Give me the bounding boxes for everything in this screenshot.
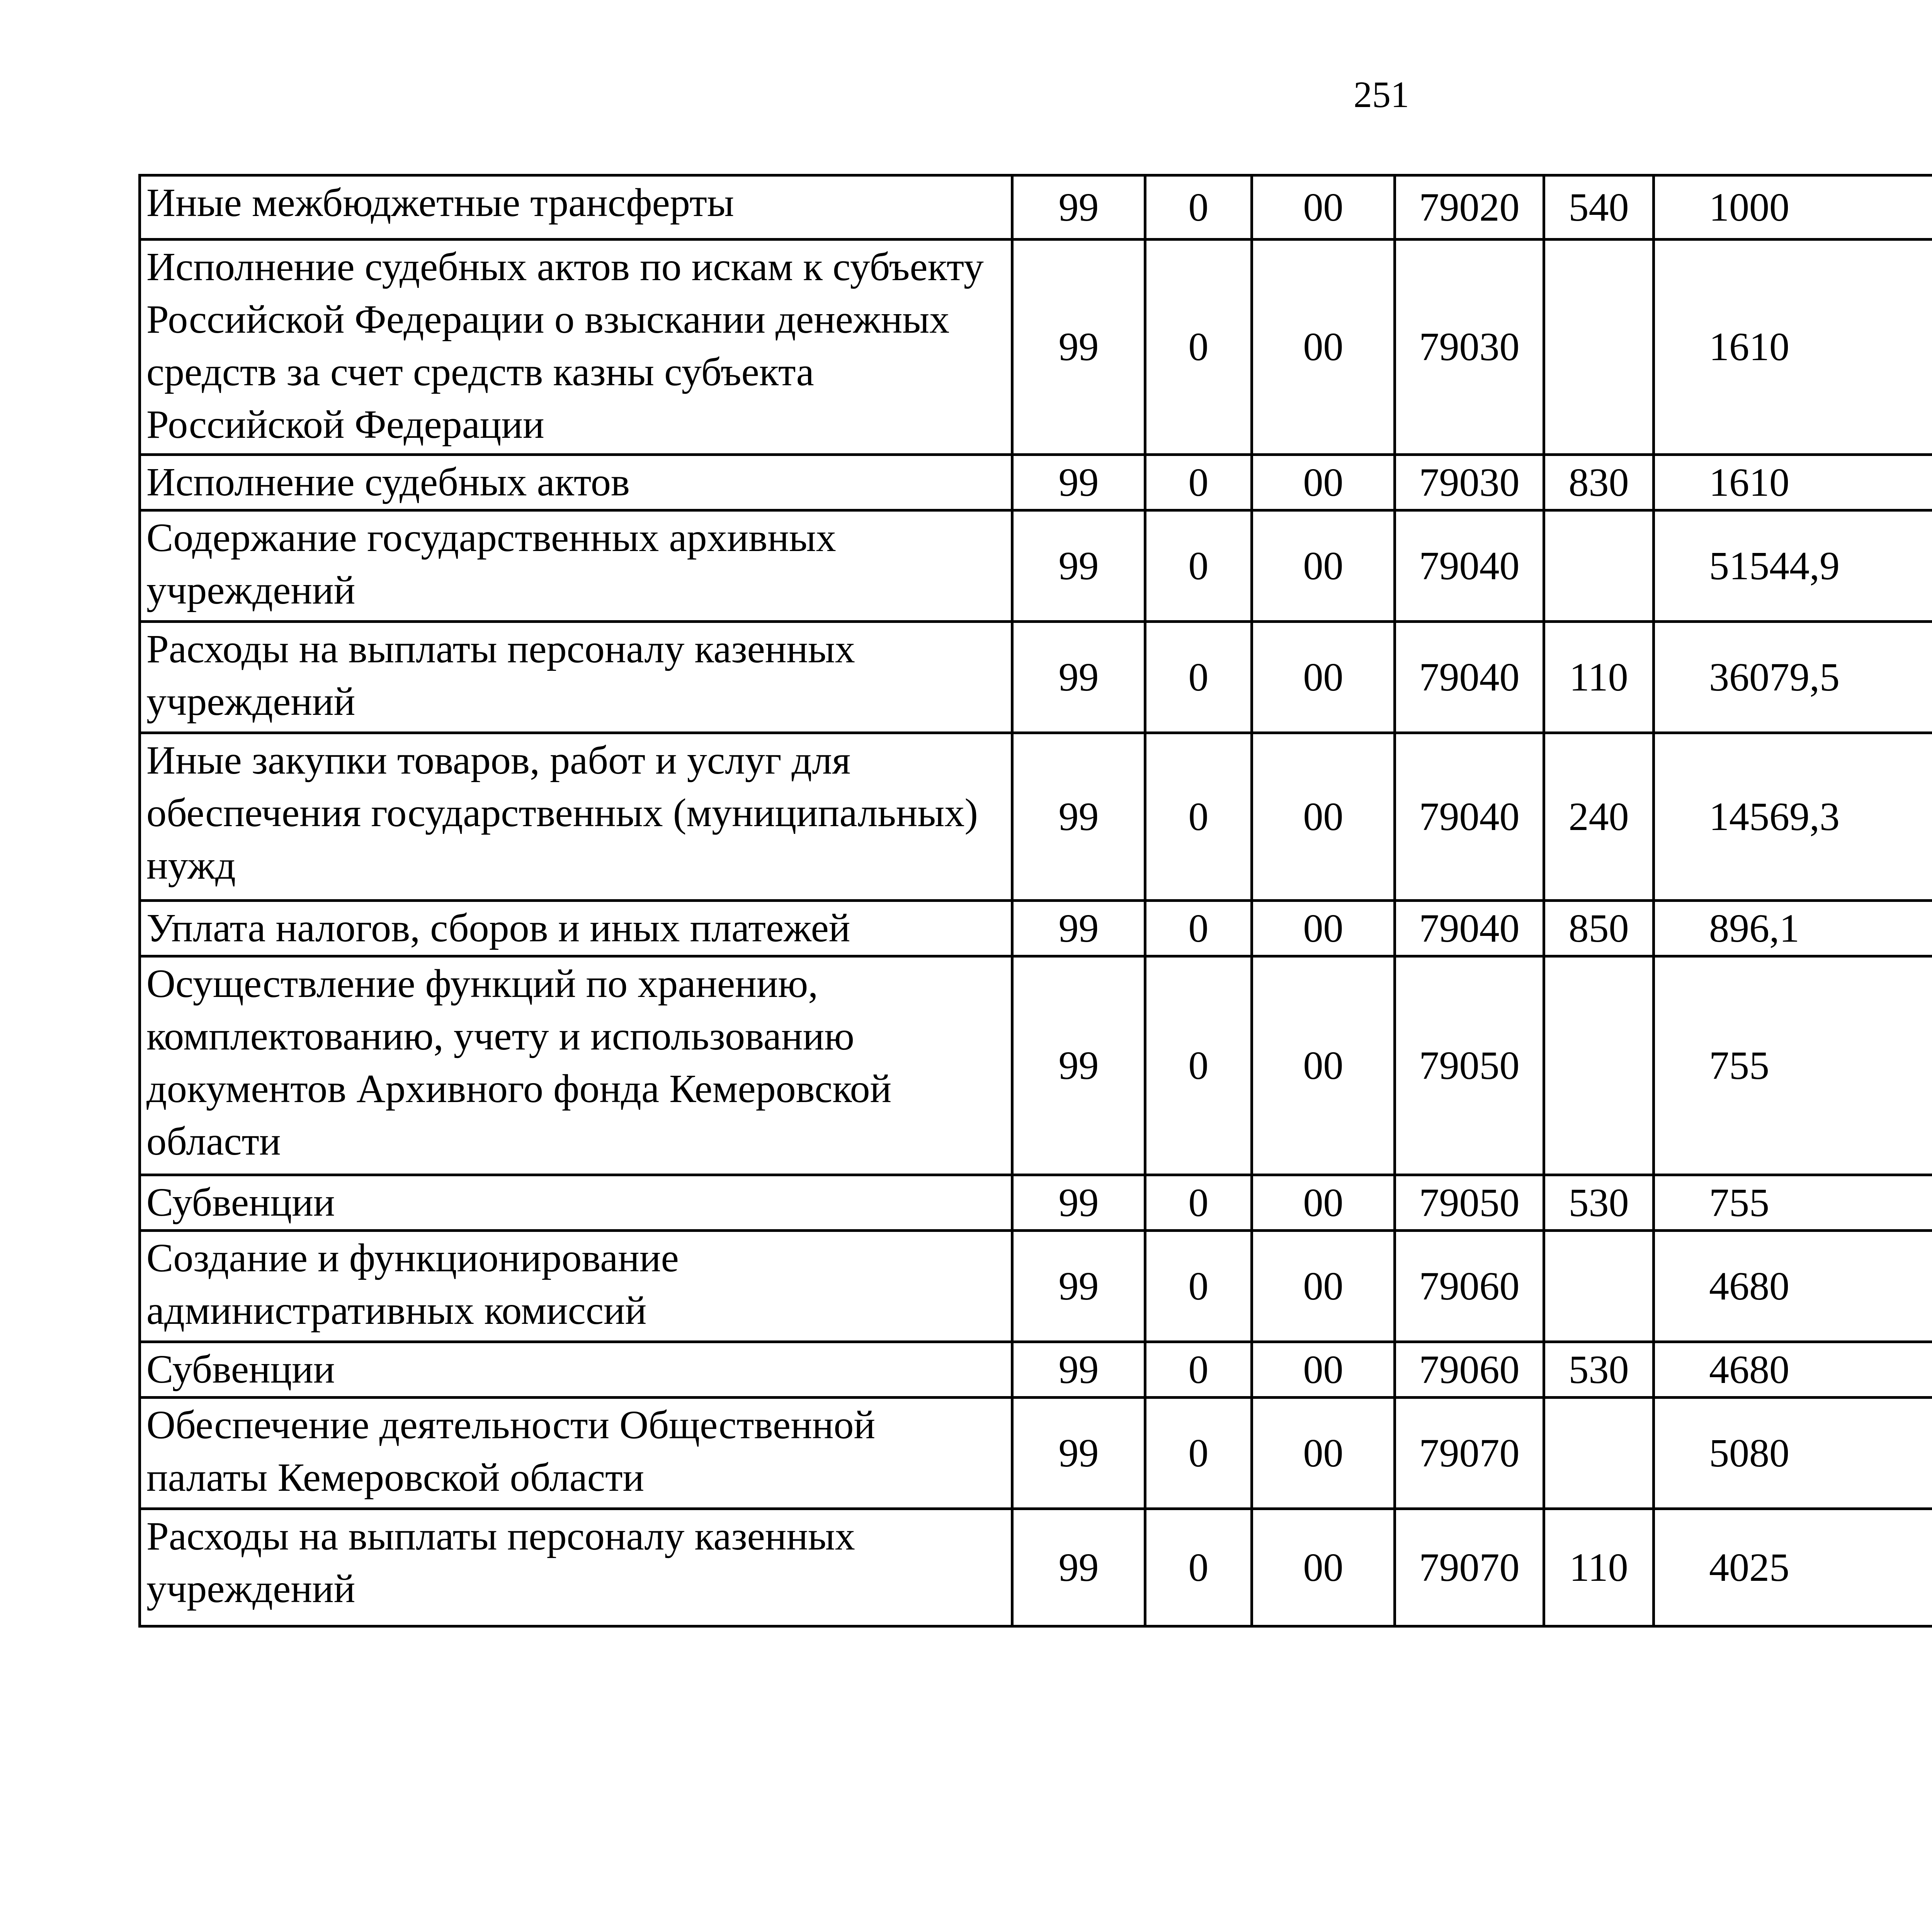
cell-direction: 79070 <box>1395 1509 1544 1626</box>
cell-main-event: 00 <box>1252 1342 1395 1398</box>
cell-program: 99 <box>1012 455 1145 510</box>
cell-direction: 79040 <box>1395 510 1544 622</box>
table-row <box>140 1231 1932 1342</box>
cell-program: 99 <box>1012 175 1145 240</box>
table-row <box>140 1509 1932 1626</box>
cell-subprogram: 0 <box>1145 1342 1252 1398</box>
cell-expense-type: 850 <box>1544 901 1654 956</box>
cell-name: Осуществление функций по хранению, комплектованию, учету и использованию документов Архивного фонда Кемеровской области <box>140 956 1012 1175</box>
cell-amount-1: 896,1 <box>1654 901 1932 956</box>
table-row <box>140 1398 1932 1509</box>
cell-subprogram: 0 <box>1145 901 1252 956</box>
cell-expense-type: 530 <box>1544 1342 1654 1398</box>
table-row <box>140 510 1932 622</box>
cell-subprogram: 0 <box>1145 510 1252 622</box>
table-body <box>140 175 1932 1626</box>
cell-subprogram: 0 <box>1145 1175 1252 1231</box>
cell-amount-1: 4680 <box>1654 1342 1932 1398</box>
cell-amount-1: 14569,3 <box>1654 733 1932 901</box>
cell-expense-type: 540 <box>1544 175 1654 240</box>
cell-program: 99 <box>1012 1342 1145 1398</box>
cell-main-event: 00 <box>1252 510 1395 622</box>
cell-amount-1: 4680 <box>1654 1231 1932 1342</box>
cell-program: 99 <box>1012 510 1145 622</box>
cell-program: 99 <box>1012 1509 1145 1626</box>
cell-main-event: 00 <box>1252 1175 1395 1231</box>
cell-name: Обеспечение деятельности Общественной палаты Кемеровской области <box>140 1398 1012 1509</box>
table-row <box>140 175 1932 240</box>
cell-subprogram: 0 <box>1145 455 1252 510</box>
table-row <box>140 1342 1932 1398</box>
cell-program: 99 <box>1012 622 1145 733</box>
cell-program: 99 <box>1012 733 1145 901</box>
cell-name: Субвенции <box>140 1342 1012 1398</box>
table-row <box>140 956 1932 1175</box>
cell-amount-1: 51544,9 <box>1654 510 1932 622</box>
budget-table <box>138 174 1932 1628</box>
cell-amount-1: 4025 <box>1654 1509 1932 1626</box>
cell-name: Исполнение судебных актов по искам к субъекту Российской Федерации о взыскании денежных средств за счет средств казны субъекта Российской Федерации <box>140 240 1012 455</box>
page-number: 251 <box>1354 74 1409 115</box>
cell-amount-1: 755 <box>1654 1175 1932 1231</box>
cell-main-event: 00 <box>1252 1231 1395 1342</box>
cell-name: Расходы на выплаты персоналу казенных учреждений <box>140 622 1012 733</box>
cell-program: 99 <box>1012 956 1145 1175</box>
cell-program: 99 <box>1012 1175 1145 1231</box>
cell-main-event: 00 <box>1252 733 1395 901</box>
cell-name: Иные закупки товаров, работ и услуг для обеспечения государственных (муниципальных) нужд <box>140 733 1012 901</box>
cell-subprogram: 0 <box>1145 1231 1252 1342</box>
cell-direction: 79060 <box>1395 1342 1544 1398</box>
cell-direction: 79040 <box>1395 901 1544 956</box>
table-row <box>140 240 1932 455</box>
cell-direction: 79030 <box>1395 455 1544 510</box>
table-row <box>140 1175 1932 1231</box>
cell-program: 99 <box>1012 1398 1145 1509</box>
cell-subprogram: 0 <box>1145 175 1252 240</box>
cell-amount-1: 1000 <box>1654 175 1932 240</box>
cell-amount-1: 755 <box>1654 956 1932 1175</box>
cell-expense-type: 830 <box>1544 455 1654 510</box>
cell-subprogram: 0 <box>1145 622 1252 733</box>
cell-direction: 79070 <box>1395 1398 1544 1509</box>
cell-main-event: 00 <box>1252 1509 1395 1626</box>
cell-amount-1: 5080 <box>1654 1398 1932 1509</box>
cell-subprogram: 0 <box>1145 1509 1252 1626</box>
cell-name: Содержание государственных архивных учреждений <box>140 510 1012 622</box>
cell-name: Расходы на выплаты персоналу казенных учреждений <box>140 1509 1012 1626</box>
table-row <box>140 455 1932 510</box>
table-row <box>140 622 1932 733</box>
cell-amount-1: 1610 <box>1654 455 1932 510</box>
table-row <box>140 733 1932 901</box>
cell-expense-type: 530 <box>1544 1175 1654 1231</box>
cell-subprogram: 0 <box>1145 240 1252 455</box>
cell-direction: 79040 <box>1395 733 1544 901</box>
cell-direction: 79030 <box>1395 240 1544 455</box>
cell-main-event: 00 <box>1252 1398 1395 1509</box>
cell-expense-type: 240 <box>1544 733 1654 901</box>
cell-direction: 79050 <box>1395 956 1544 1175</box>
cell-main-event: 00 <box>1252 956 1395 1175</box>
cell-expense-type <box>1544 956 1654 1175</box>
cell-main-event: 00 <box>1252 240 1395 455</box>
cell-main-event: 00 <box>1252 901 1395 956</box>
cell-expense-type: 110 <box>1544 622 1654 733</box>
cell-subprogram: 0 <box>1145 1398 1252 1509</box>
cell-name: Создание и функционирование административных комиссий <box>140 1231 1012 1342</box>
cell-amount-1: 36079,5 <box>1654 622 1932 733</box>
cell-program: 99 <box>1012 901 1145 956</box>
cell-name: Исполнение судебных актов <box>140 455 1012 510</box>
cell-name: Субвенции <box>140 1175 1012 1231</box>
cell-expense-type: 110 <box>1544 1509 1654 1626</box>
cell-main-event: 00 <box>1252 622 1395 733</box>
cell-expense-type <box>1544 240 1654 455</box>
cell-program: 99 <box>1012 1231 1145 1342</box>
cell-expense-type <box>1544 1398 1654 1509</box>
cell-main-event: 00 <box>1252 455 1395 510</box>
table-row <box>140 901 1932 956</box>
cell-expense-type <box>1544 1231 1654 1342</box>
cell-direction: 79050 <box>1395 1175 1544 1231</box>
cell-program: 99 <box>1012 240 1145 455</box>
cell-direction: 79060 <box>1395 1231 1544 1342</box>
cell-subprogram: 0 <box>1145 733 1252 901</box>
cell-direction: 79040 <box>1395 622 1544 733</box>
cell-subprogram: 0 <box>1145 956 1252 1175</box>
cell-direction: 79020 <box>1395 175 1544 240</box>
cell-name: Иные межбюджетные трансферты <box>140 175 1012 240</box>
cell-amount-1: 1610 <box>1654 240 1932 455</box>
cell-expense-type <box>1544 510 1654 622</box>
cell-main-event: 00 <box>1252 175 1395 240</box>
cell-name: Уплата налогов, сборов и иных платежей <box>140 901 1012 956</box>
